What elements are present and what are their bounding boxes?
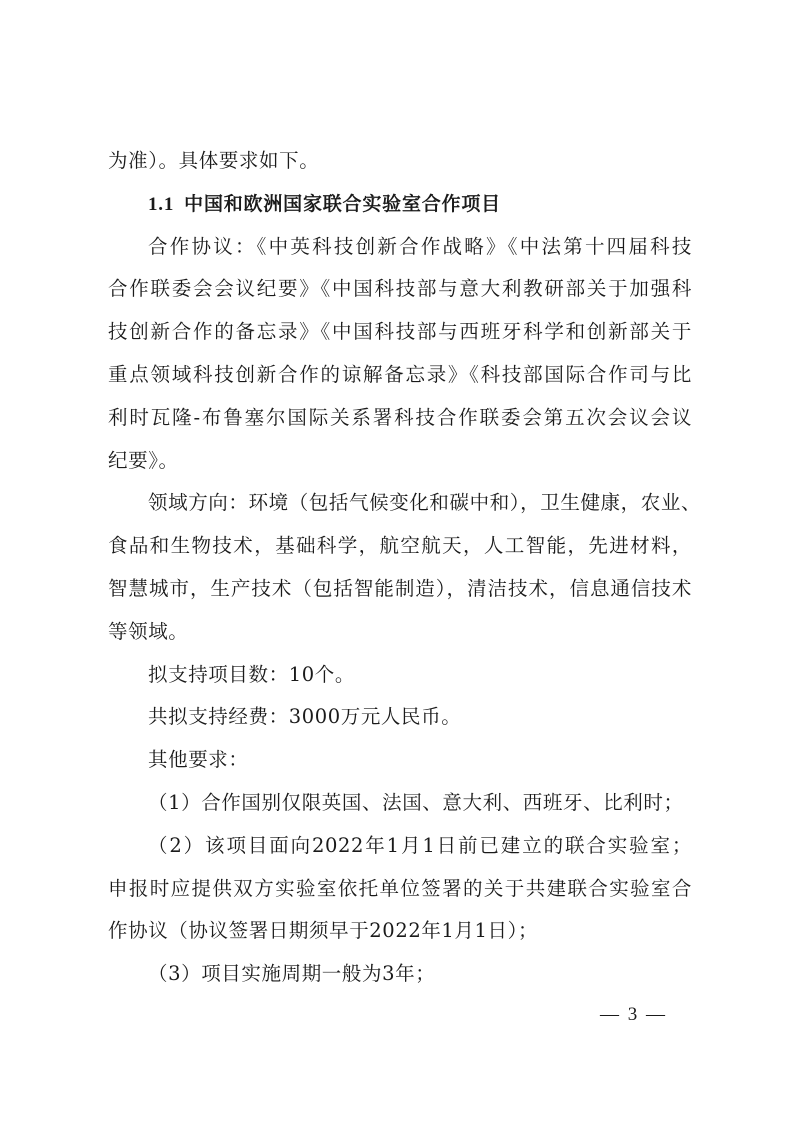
field-direction-line-1: 领域方向：环境（包括气候变化和碳中和），卫生健康，农业、 <box>148 491 702 515</box>
funding-line: 共拟支持经费：3000万元人民币。 <box>148 705 462 729</box>
section-heading <box>108 183 692 226</box>
agreement-line-3: 技创新合作的备忘录》《中国科技部与西班牙科学和创新部关于 <box>108 320 692 344</box>
field-direction-line-2: 食品和生物技术，基础科学，航空航天，人工智能，先进材料， <box>108 534 692 558</box>
other-requirements-label: 其他要求： <box>148 748 249 772</box>
agreement-line-6: 纪要》。 <box>108 448 179 472</box>
requirement-2-line-3: 作协议（协议签署日期须早于2022年1月1日）； <box>108 919 539 943</box>
agreement-line-2: 合作联委会会议纪要》《中国科技部与意大利教研部关于加强科 <box>108 277 692 301</box>
project-count-line: 拟支持项目数：10个。 <box>148 662 355 686</box>
agreement-line-1: 合作协议：《中英科技创新合作战略》《中法第十四届科技 <box>148 234 692 258</box>
requirement-2-line-1: （2）该项目面向2022年1月1日前已建立的联合实验室； <box>148 833 692 857</box>
requirement-1: （1）合作国别仅限英国、法国、意大利、西班牙、比利时； <box>148 790 684 814</box>
field-direction-line-3: 智慧城市，生产技术（包括智能制造），清洁技术，信息通信技术 <box>108 576 692 600</box>
paragraph-line-intro: 为准）。具体要求如下。 <box>108 149 320 172</box>
agreement-line-5: 利时瓦隆-布鲁塞尔国际关系署科技合作联委会第五次会议会议 <box>108 405 692 429</box>
requirement-2-line-2: 申报时应提供双方实验室依托单位签署的关于共建联合实验室合 <box>108 876 692 900</box>
page-number: — 3 — <box>600 1004 667 1025</box>
field-direction-line-4: 等领域。 <box>108 619 189 643</box>
agreement-line-4: 重点领域科技创新合作的谅解备忘录》《科技部国际合作司与比 <box>108 362 692 386</box>
document-page <box>108 140 702 996</box>
requirement-3: （3）项目实施周期一般为3年； <box>148 962 436 986</box>
section-number: 1.1 <box>148 193 175 215</box>
section-title: 中国和欧洲国家联合实验室合作项目 <box>184 192 501 215</box>
